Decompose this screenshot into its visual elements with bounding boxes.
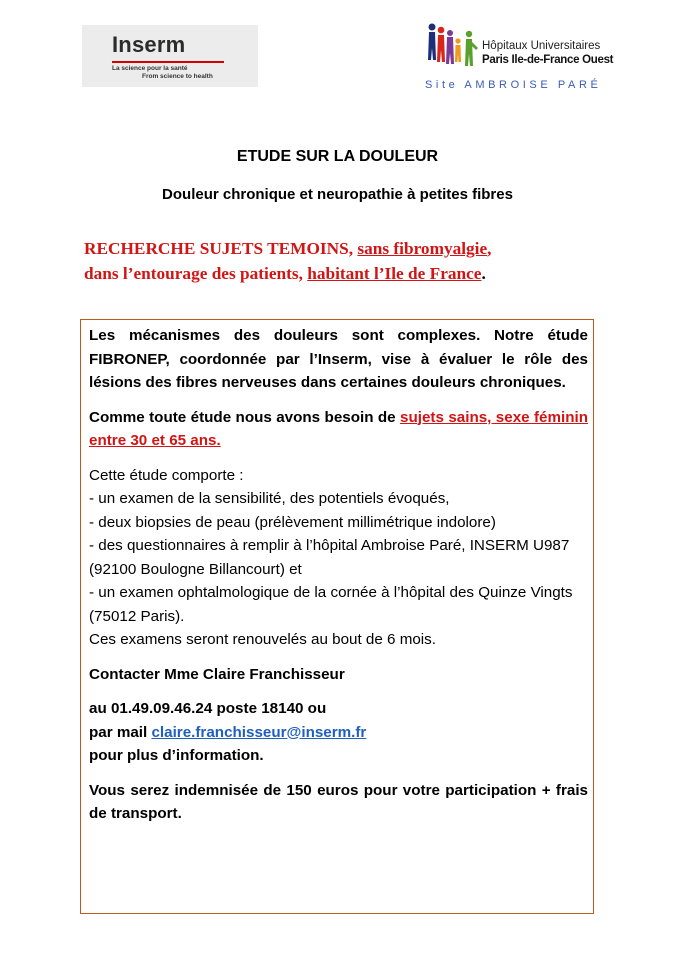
- contact-mail-prefix: par mail: [89, 723, 152, 741]
- recruitment-location: habitant l’Ile de France: [307, 264, 482, 283]
- contact-name: Contacter Mme Claire Franchisseur: [89, 665, 345, 683]
- study-details: [89, 464, 588, 652]
- hospital-name-line2: Paris Ile-de-France Ouest: [482, 54, 614, 66]
- page-title: ETUDE SUR LA DOULEUR: [236, 148, 439, 165]
- study-intro: Les mécanismes des douleurs sont complexes. Notre étude FIBRONEP, coordonnée par l’Inserm, vise à évaluer le rôle des lésions des fibres nerveuses dans certaines douleurs chroniques.: [89, 327, 588, 391]
- recruitment-notice: [84, 236, 604, 286]
- info-box: [80, 319, 594, 914]
- study-item: - un examen ophtalmologique de la cornée à l’hôpital des Quinze Vingts (75012 Paris).: [89, 584, 573, 625]
- inserm-logo: [82, 25, 258, 87]
- hospital-name-line1: Hôpitaux Universitaires: [482, 40, 601, 52]
- page-subtitle: Douleur chronique et neuropathie à petites fibres: [162, 186, 513, 203]
- study-need-highlight: sujets sains, sexe féminin entre 30 et 65 ans.: [89, 408, 588, 449]
- contact-email-link[interactable]: claire.franchisseur@inserm.fr: [151, 723, 367, 741]
- family-figures-icon: [425, 22, 481, 78]
- study-need-prefix: Comme toute étude nous avons besoin de: [89, 408, 401, 426]
- inserm-logo-underline: [112, 61, 224, 63]
- hospital-site: Site AMBROISE PARÉ: [425, 79, 602, 91]
- contact-phone: au 01.49.09.46.24 poste 18140 ou: [89, 700, 327, 717]
- study-details-intro: Cette étude comporte :: [89, 466, 244, 484]
- contact-info: [89, 697, 588, 768]
- recruitment-text-1: RECHERCHE SUJETS TEMOINS,: [84, 239, 358, 258]
- recruitment-condition: sans fibromyalgie: [357, 239, 488, 258]
- inserm-logo-wordmark: Inserm: [112, 32, 186, 57]
- hospital-logo: [425, 22, 625, 100]
- inserm-tagline-fr: La science pour la santé: [112, 65, 188, 72]
- recruitment-period: .: [481, 264, 486, 283]
- recruitment-text-2: dans l’entourage des patients,: [84, 264, 308, 283]
- contact-more: pour plus d’information.: [89, 747, 264, 764]
- study-item: - des questionnaires à remplir à l’hôpital Ambroise Paré, INSERM U987 (92100 Boulogne Billancourt) et: [89, 537, 570, 578]
- compensation: Vous serez indemnisée de 150 euros pour votre participation + frais de transport.: [89, 781, 588, 822]
- inserm-tagline-en: From science to health: [142, 73, 213, 80]
- study-item: - deux biopsies de peau (prélèvement millimétrique indolore): [89, 513, 496, 531]
- contact-mail-line: [89, 721, 588, 745]
- recruitment-comma: ,: [487, 239, 492, 258]
- study-need: [89, 406, 588, 453]
- study-renewal: Ces examens seront renouvelés au bout de 6 mois.: [89, 631, 436, 648]
- study-item: - un examen de la sensibilité, des potentiels évoqués,: [89, 490, 450, 507]
